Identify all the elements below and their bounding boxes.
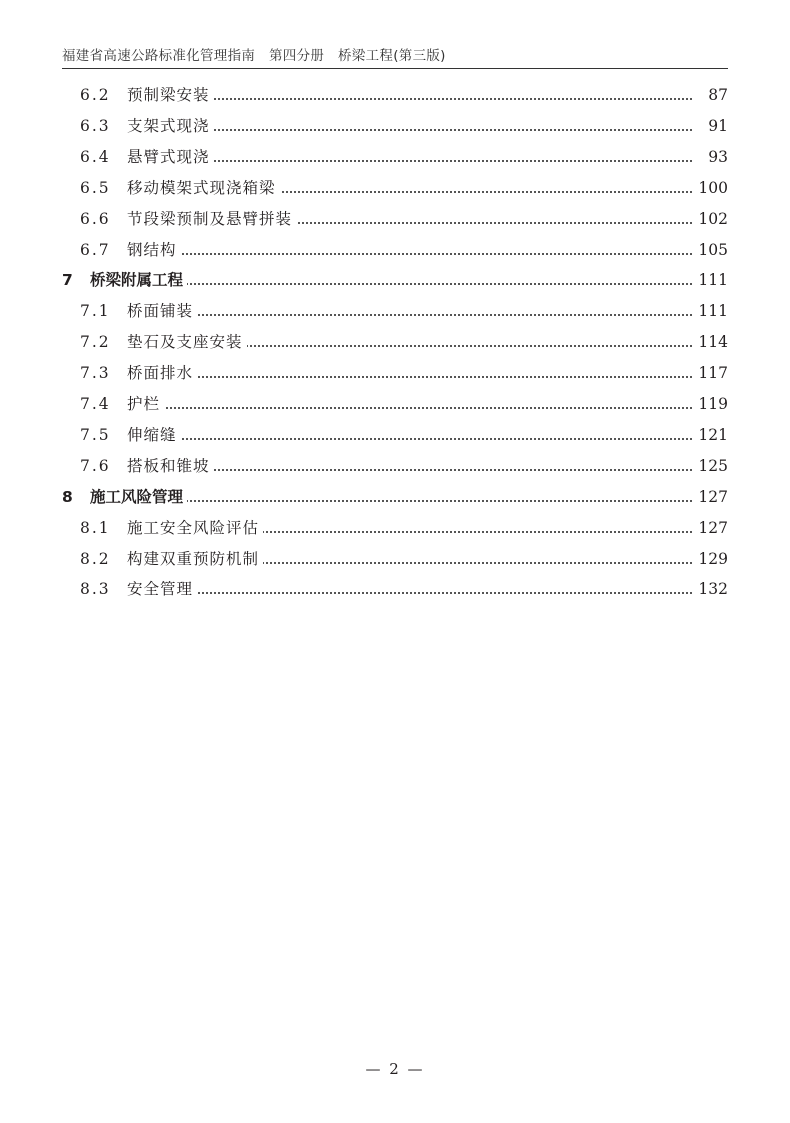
toc-entry-number: 8.2 [80, 549, 111, 568]
toc-entry-number: 7 [62, 271, 73, 290]
toc-section-entry[interactable] [0, 238, 790, 262]
toc-section-entry[interactable] [0, 392, 790, 416]
toc-dot-leader [130, 592, 692, 594]
toc-entry-number: 6.7 [80, 240, 111, 259]
toc-entry-page: 119 [694, 392, 728, 416]
toc-entry-page: 121 [694, 423, 728, 447]
toc-chapter-entry[interactable] [0, 268, 790, 292]
toc-section-entry[interactable] [0, 114, 790, 138]
toc-entry-title: 桥面排水 [127, 361, 197, 385]
toc-dot-leader [130, 253, 692, 255]
toc-entry-number: 6.3 [80, 116, 111, 135]
toc-entry-page: 111 [694, 268, 728, 292]
toc-section-entry[interactable] [0, 145, 790, 169]
toc-dot-leader [130, 376, 692, 378]
toc-entry-page: 129 [694, 547, 728, 571]
toc-entry-title: 搭板和锥坡 [127, 454, 214, 478]
toc-section-entry[interactable] [0, 299, 790, 323]
toc-entry-title: 悬臂式现浇 [127, 145, 214, 169]
toc-entry-page: 87 [704, 83, 728, 107]
toc-entry-number: 6.5 [80, 178, 111, 197]
page-number: — 2 — [365, 1060, 425, 1078]
toc-section-entry[interactable] [0, 577, 790, 601]
toc-entry-title: 施工风险管理 [90, 485, 187, 509]
toc-entry-title: 移动模架式现浇箱梁 [127, 176, 280, 200]
toc-entry-number: 7.4 [80, 395, 111, 413]
toc-entry-title: 安全管理 [127, 577, 197, 601]
toc-entry-number: 7.1 [80, 302, 111, 321]
toc-entry-title: 伸缩缝 [127, 423, 181, 447]
toc-entry-title: 节段梁预制及悬臂拼装 [127, 207, 296, 231]
toc-dot-leader [130, 469, 692, 471]
toc-entry-number: 7.3 [80, 364, 111, 383]
toc-entry-page: 132 [694, 577, 728, 601]
toc-entry-page: 127 [694, 516, 728, 540]
toc-dot-leader [130, 438, 692, 440]
toc-dot-leader [130, 160, 692, 162]
toc-entry-title: 桥梁附属工程 [90, 268, 187, 292]
toc-dot-leader [130, 314, 692, 316]
toc-dot-leader [130, 407, 692, 409]
toc-dot-leader [130, 283, 692, 285]
toc-entry-page: 114 [694, 330, 728, 354]
toc-chapter-entry[interactable] [0, 485, 790, 509]
toc-entry-number: 8.1 [80, 518, 111, 537]
toc-entry-number: 7.2 [80, 333, 111, 352]
toc-entry-title: 支架式现浇 [127, 114, 214, 138]
toc-section-entry[interactable] [0, 516, 790, 540]
toc-entry-number: 7.5 [80, 425, 111, 444]
toc-entry-title: 护栏 [127, 392, 164, 416]
toc-entry-page: 117 [694, 361, 728, 385]
header-rule [62, 68, 728, 69]
toc-entry-page: 91 [704, 114, 728, 138]
toc-section-entry[interactable] [0, 207, 790, 231]
toc-entry-number: 6.4 [80, 147, 111, 166]
toc-entry-page: 93 [704, 145, 728, 169]
toc-dot-leader [130, 500, 692, 502]
toc-entry-number: 6.6 [80, 209, 111, 228]
toc-section-entry[interactable] [0, 83, 790, 107]
toc-entry-title: 构建双重预防机制 [127, 547, 263, 571]
toc-entry-page: 125 [694, 454, 728, 478]
toc-entry-title: 桥面铺装 [127, 299, 197, 323]
toc-section-entry[interactable] [0, 361, 790, 385]
toc-entry-title: 施工安全风险评估 [127, 516, 263, 540]
toc-entry-title: 垫石及支座安装 [127, 330, 247, 354]
toc-section-entry[interactable] [0, 423, 790, 447]
toc-section-entry[interactable] [0, 547, 790, 571]
toc-entry-number: 6.2 [80, 86, 111, 104]
toc-section-entry[interactable] [0, 330, 790, 354]
toc-entry-page: 111 [694, 299, 728, 323]
toc-entry-title: 钢结构 [127, 238, 181, 262]
toc-section-entry[interactable] [0, 454, 790, 478]
toc-entry-page: 100 [694, 176, 728, 200]
toc-entry-page: 102 [694, 207, 728, 231]
toc-entry-number: 8 [62, 487, 73, 506]
toc-entry-page: 127 [694, 485, 728, 509]
toc-entry-number: 7.6 [80, 456, 111, 475]
running-header: 福建省高速公路标准化管理指南 第四分册 桥梁工程(第三版) [62, 48, 446, 64]
toc-entry-number: 8.3 [80, 580, 111, 599]
toc-dot-leader [130, 98, 692, 100]
toc-entry-page: 105 [694, 238, 728, 262]
toc-entry-title: 预制梁安装 [127, 83, 214, 107]
toc-dot-leader [130, 129, 692, 131]
toc-section-entry[interactable] [0, 176, 790, 200]
